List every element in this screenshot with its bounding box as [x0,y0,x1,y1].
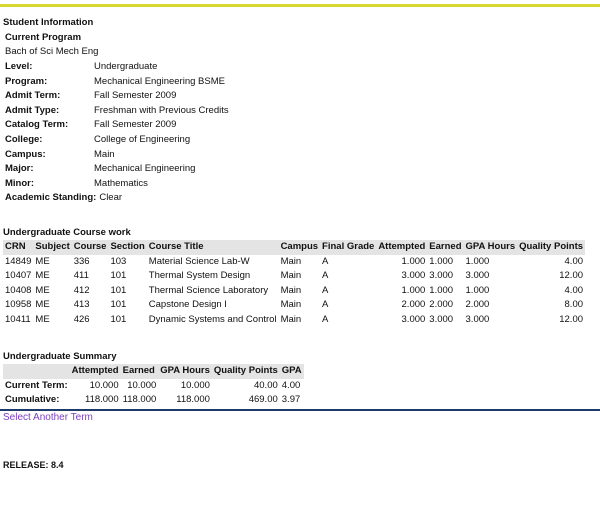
table-cell: 103 [110,255,127,267]
table-cell: 3.000 [401,270,426,281]
table-cell: 3.97 [281,394,301,405]
info-field-value: Mechanical Engineering [94,163,196,175]
table-cell: 118.000 [176,394,210,405]
coursework-header-row [3,240,585,255]
column-header: Subject [33,240,71,255]
table-cell: 10.000 [180,379,210,391]
table-cell: 10.000 [89,379,119,391]
info-field-label: Level: [5,61,33,72]
current-program-title: Current Program [5,32,82,43]
table-cell: Main [280,313,302,325]
table-cell: 426 [73,313,90,325]
table-cell: A [322,284,329,296]
table-cell: A [322,299,329,310]
academic-standing-label: Academic Standing: [5,192,97,204]
table-cell: 4.00 [281,379,301,391]
table-cell: Current Term: [5,379,68,391]
table-cell: 4.00 [564,255,584,267]
table-cell: 1.000 [429,284,454,296]
table-cell: 101 [110,270,127,281]
student-info-title: Student Information [3,17,94,28]
info-field-value: Fall Semester 2009 [94,90,177,102]
column-header: GPA Hours [464,240,518,255]
academic-standing-row [5,191,122,205]
table-cell: A [322,270,329,281]
table-cell: Thermal Science Laboratory [148,284,269,296]
info-field-label: Campus: [5,148,46,160]
table-cell: 2.000 [429,299,454,310]
release-label: RELEASE: 8.4 [3,460,64,470]
column-header: Campus [279,240,320,255]
table-cell: 3.000 [429,270,454,281]
table-cell: 2.000 [465,299,490,310]
table-cell: 12.00 [559,313,584,325]
table-cell: A [322,255,329,267]
table-cell: 10407 [5,270,32,281]
info-field-value: Mathematics [94,177,148,189]
info-field-label: Admit Term: [5,90,61,102]
info-field-value: Main [94,148,115,160]
info-field-label: College: [5,134,43,145]
table-cell: 1.000 [401,255,426,267]
info-field-label: Major: [5,163,34,175]
table-row [3,269,585,284]
info-field-label: Minor: [5,177,35,189]
table-cell: 412 [73,284,90,296]
table-cell: ME [35,284,50,296]
select-another-term-link[interactable]: Select Another Term [3,412,93,423]
program-name: Bach of Sci Mech Eng [5,46,99,57]
table-cell: 118.000 [122,394,157,405]
info-field-label: Admit Type: [5,104,60,116]
column-header: Attempted [376,240,427,255]
table-cell: 1.000 [465,284,490,296]
table-cell: Material Science Lab-W [148,255,250,267]
column-header: GPA [280,364,304,379]
table-cell: ME [35,313,50,325]
table-cell: ME [35,299,50,310]
table-cell: 4.00 [564,284,584,296]
table-cell: 3.000 [465,313,490,325]
table-cell: Capstone Design I [148,299,227,310]
column-header: Course [72,240,109,255]
column-header: Quality Points [212,364,280,379]
column-header [3,364,70,379]
table-cell: Cumulative: [5,394,60,405]
table-cell: 10411 [5,313,31,325]
column-header: Course Title [147,240,279,255]
table-cell: ME [35,255,50,267]
column-header: Quality Points [517,240,585,255]
table-cell: 12.00 [559,270,584,281]
table-cell: 10408 [5,284,32,296]
coursework-title: Undergraduate Course work [3,227,131,238]
table-cell: 10958 [5,299,32,310]
column-header: Section [108,240,146,255]
table-cell: 101 [110,284,127,296]
table-cell: 1.000 [465,255,490,267]
summary-header-row [3,364,304,379]
table-cell: 8.00 [564,299,584,310]
table-row [3,284,585,299]
table-row [3,379,304,394]
table-cell: 101 [110,313,127,325]
table-cell: 1.000 [401,284,426,296]
table-row [3,255,585,270]
column-header: Earned [427,240,463,255]
table-cell: 3.000 [429,313,454,325]
table-cell: 118.000 [84,394,119,405]
table-cell: 413 [73,299,90,310]
table-cell: 411 [73,270,89,281]
info-field-label: Program: [5,75,48,87]
info-field-value: Undergraduate [94,61,158,72]
table-cell: 10.000 [127,379,157,391]
info-field-label: Catalog Term: [5,119,69,131]
top-accent-bar [0,4,600,7]
table-cell: ME [35,270,50,281]
table-row [3,313,585,328]
table-cell: 2.000 [401,299,426,310]
summary-table [3,364,304,408]
info-field-value: Fall Semester 2009 [94,119,177,131]
table-cell: Main [280,284,302,296]
summary-title: Undergraduate Summary [3,351,117,362]
table-cell: 101 [110,299,127,310]
column-header: CRN [3,240,33,255]
column-header: Earned [121,364,159,379]
table-cell: 1.000 [429,255,454,267]
table-cell: 3.000 [465,270,490,281]
table-cell: Main [280,299,302,310]
info-field-value: Freshman with Previous Credits [94,104,229,116]
table-row [3,298,585,313]
table-cell: Dynamic Systems and Control [148,313,277,325]
academic-standing-value: Clear [99,192,123,204]
column-header: Attempted [70,364,121,379]
info-field-value: College of Engineering [94,134,191,145]
table-cell: Main [280,255,302,267]
section-divider [0,409,600,411]
table-cell: A [322,313,329,325]
table-cell: 14849 [5,255,32,267]
table-cell: 469.00 [248,394,278,405]
table-cell: Thermal System Design [148,270,251,281]
table-cell: 40.00 [253,379,278,391]
table-cell: Main [280,270,302,281]
table-cell: 336 [73,255,90,267]
coursework-table [3,240,585,327]
table-cell: 3.000 [401,313,426,325]
info-field-value: Mechanical Engineering BSME [94,75,225,87]
table-row [3,393,304,408]
column-header: GPA Hours [158,364,212,379]
column-header: Final Grade [320,240,376,255]
